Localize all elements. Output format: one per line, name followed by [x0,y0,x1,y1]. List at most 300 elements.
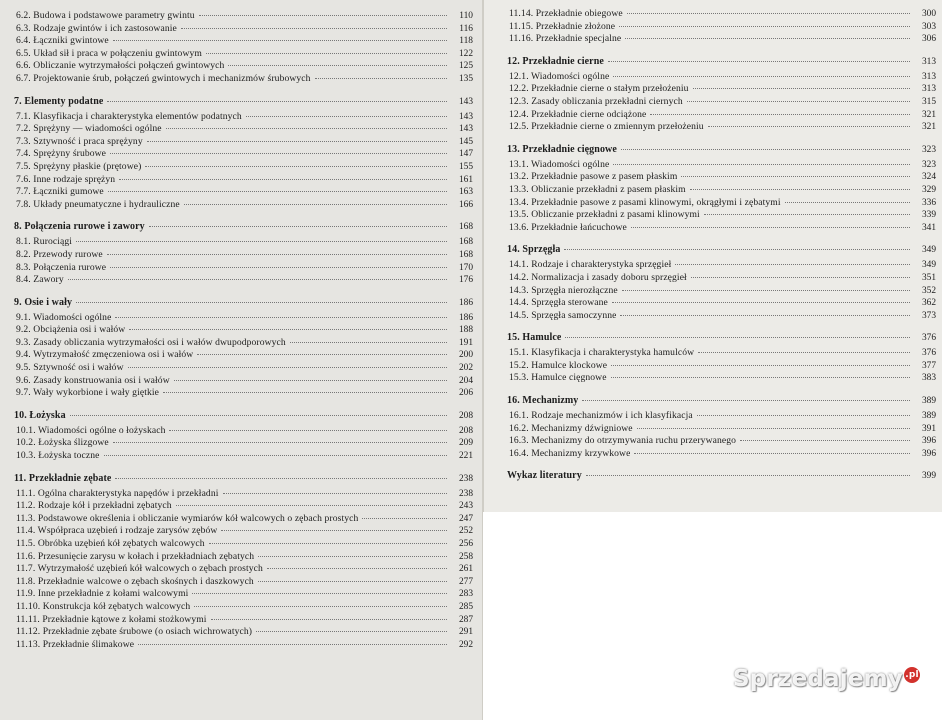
entry-number: 12.5. [509,121,529,133]
entry-title [12,626,252,639]
entry-title [505,209,700,222]
entry-title-text: Sprzęgła sterowane [531,297,608,309]
entry-title [12,425,165,438]
page-number: 287 [458,614,473,625]
entry-title [12,614,207,627]
dot-leader [256,631,447,632]
entry-number: 7.4. [16,148,31,160]
entry-title [12,10,195,23]
page-number: 186 [458,297,473,308]
dot-leader [698,352,910,353]
page-number: 243 [458,501,473,512]
entry-title [505,297,608,310]
toc-entry [12,186,473,199]
page-number: 349 [921,245,936,256]
dot-leader [611,365,910,366]
entry-title-text: Wykaz literatury [507,470,582,482]
entry-title [12,387,159,400]
page-number: 291 [458,627,473,638]
entry-number: 8.1. [16,236,31,248]
page-number: 351 [921,272,936,283]
entry-number: 7.3. [16,135,31,147]
page-number: 324 [921,172,936,183]
page-number: 143 [458,96,473,107]
entry-number: 12.1. [509,70,529,82]
entry-title-text: Przekładnie cierne odciążone [531,108,647,120]
dot-leader [693,88,910,89]
entry-title-text: Normalizacja i zasady doboru sprzęgieł [531,271,687,283]
entry-title [12,73,311,86]
dot-leader [76,302,447,303]
page-number: 125 [458,61,473,72]
toc-section [12,409,473,463]
dot-leader [223,493,448,494]
dot-leader [104,455,447,456]
entry-title-text: Obliczanie przekładni z pasem płaskim [531,183,686,195]
entry-title [12,450,100,463]
page-number: 389 [921,411,936,422]
page-number: 352 [921,285,936,296]
chapter-heading [505,394,936,408]
dot-leader [708,126,910,127]
page-number: 118 [459,36,473,47]
chapter-heading [12,409,473,423]
entry-title-text: Wytrzymałość uzębień kół walcowych o zębach prostych [37,563,263,575]
entry-number: 12.2. [509,83,529,95]
dot-leader [181,28,447,29]
chapter-heading [12,296,473,310]
entry-title [12,174,115,187]
entry-title [505,310,616,323]
toc-entry [505,297,936,310]
page-number: 277 [458,576,473,587]
entry-number: 7. [14,95,22,107]
entry-number: 11.1. [16,487,36,499]
toc-entry [12,614,473,627]
page-number: 313 [921,84,936,95]
entry-number: 15. [507,332,520,344]
page-number: 188 [458,325,473,336]
entry-title [12,601,190,614]
toc-entry [505,159,936,172]
entry-title-text: Rurociągi [33,236,73,248]
entry-title-text: Przekładnie kątowe z kołami stożkowymi [42,613,207,625]
toc-entry [505,222,936,235]
entry-title [12,148,106,161]
dot-leader [128,367,447,368]
entry-title-text: Obliczanie wytrzymałości połączeń gwintowych [33,60,225,72]
dot-leader [586,475,910,476]
entry-title-text: Przekładnie pasowe z pasami klinowymi, okrągłymi i zębatymi [531,196,781,208]
toc-entry [505,435,936,448]
dot-leader [631,227,910,228]
entry-title [505,448,630,461]
entry-title-text: Łączniki gumowe [33,186,104,198]
page-number: 376 [921,333,936,344]
dot-leader [211,619,447,620]
entry-title [12,161,141,174]
page-number: 208 [458,410,473,421]
entry-title [12,324,125,337]
page-number: 373 [921,310,936,321]
entry-number: 7.7. [16,186,31,198]
entry-number: 16.4. [509,447,529,459]
entry-title-text: Klasyfikacja i charakterystyka hamulców [531,347,695,359]
dot-leader [613,76,910,77]
dot-leader [740,440,910,441]
dot-leader [619,26,910,27]
entry-title [505,109,646,122]
dot-leader [634,453,910,454]
page-number: 362 [921,298,936,309]
entry-title-text: Przesunięcie zarysu w kołach i przekładniach zębatych [37,550,255,562]
entry-title-text: Sprzęgła nierozłączne [531,284,618,296]
toc-entry [12,639,473,652]
toc-entry [505,272,936,285]
page-number: 306 [921,34,936,45]
dot-leader [221,530,447,531]
toc-entry [12,626,473,639]
chapter-title [505,243,560,256]
entry-number: 11.5. [16,538,36,549]
page-number: 329 [921,184,936,195]
toc-entry [505,8,936,21]
dot-leader [785,202,910,203]
toc-entry [12,174,473,187]
entry-title-text: Hamulce cięgnowe [531,372,607,384]
entry-number: 9.2. [16,324,31,336]
entry-number: 11.3. [16,512,36,524]
entry-number: 6.2. [16,10,31,21]
page-number: 349 [921,260,936,271]
dot-leader [76,241,447,242]
entry-title-text: Przekładnie ślimakowe [42,638,135,650]
toc-entry [12,274,473,287]
entry-title-text: Układ sił i praca w połączeniu gwintowym [33,47,202,59]
page-number: 163 [458,187,473,198]
entry-title [12,186,104,199]
dot-leader [184,204,447,205]
toc-entry [505,259,936,272]
entry-number: 9.3. [16,336,31,348]
entry-title [12,136,143,149]
page-number: 256 [458,539,473,549]
page-number: 161 [458,174,473,185]
entry-title [505,121,704,134]
entry-number: 8. [14,221,22,233]
page-number: 209 [458,438,473,449]
entry-number: 14.4. [509,297,529,309]
dot-leader [620,315,910,316]
entry-title [505,33,621,46]
entry-title [12,525,217,538]
entry-number: 6.5. [16,47,31,59]
dot-leader [197,354,447,355]
page-number: 321 [921,122,936,133]
entry-number: 9.1. [16,311,31,323]
page-number: 285 [458,601,473,612]
dot-leader [622,290,910,291]
entry-number: 16.1. [509,410,529,422]
chapter-heading [12,95,473,109]
dot-leader [258,581,447,582]
toc-entry [12,324,473,337]
entry-title [12,123,162,136]
entry-title-text: Łożyska [29,409,66,421]
entry-title-text: Inne rodzaje sprężyn [33,173,116,185]
toc-entry [505,71,936,84]
entry-number: 13.1. [509,158,529,170]
dot-leader [110,267,447,268]
entry-title-text: Przewody rurowe [33,248,103,260]
toc-entry [505,410,936,423]
dot-leader [290,342,447,343]
chapter-title [12,472,111,485]
dot-leader [681,176,910,177]
entry-title-text: Budowa i podstawowe parametry gwintu [33,10,195,21]
page-number: 166 [458,199,473,210]
toc-entry [505,372,936,385]
dot-leader [315,78,447,79]
watermark-text: Sprzedajemy [733,666,903,692]
toc-section [12,220,473,286]
entry-title-text: Rodzaje gwintów i ich zastosowanie [33,22,177,34]
dot-leader [115,317,447,318]
entry-number: 9.7. [16,387,31,399]
dot-leader [625,38,910,39]
page-number: 176 [458,275,473,286]
page-number: 221 [458,451,473,462]
dot-leader [228,65,447,66]
chapter-heading [505,55,936,69]
entry-title-text: Mechanizmy do otrzymywania ruchu przerywanego [531,435,737,447]
entry-title-text: Wały wykorbione i wały giętkie [33,387,159,399]
toc-entry [12,387,473,400]
chapter-title [505,55,604,68]
right-page [483,0,942,512]
dot-leader [110,153,447,154]
chapter-title [505,469,582,482]
toc-entry [505,33,936,46]
entry-title-text: Klasyfikacja i charakterystyka elementów podatnych [33,110,242,122]
chapter-heading [12,472,473,486]
entry-number: 9. [14,296,22,308]
toc-entry [12,199,473,212]
entry-number: 13.3. [509,183,529,195]
page-number: 168 [458,249,473,260]
toc-section [12,296,473,400]
entry-number: 12.3. [509,95,529,107]
entry-number: 11.7. [16,563,36,575]
chapter-title [12,296,72,309]
entry-number: 11.14. [509,8,534,19]
page-number: 313 [921,56,936,67]
toc-entry [12,136,473,149]
dot-leader [113,40,447,41]
entry-number: 15.2. [509,359,529,371]
entry-title [12,337,286,350]
entry-title-text: Wiadomości ogólne [531,158,610,170]
entry-title-text: Przekładnie obiegowe [535,8,623,19]
entry-title [505,83,689,96]
entry-title-text: Zasady obliczania wytrzymałości osi i wałów dwupodporowych [33,336,286,348]
chapter-heading [12,220,473,234]
entry-title-text: Sztywność i praca sprężyny [33,135,143,147]
toc-entry [12,588,473,601]
dot-leader [107,101,447,102]
toc-entry [12,312,473,325]
dot-leader [611,377,910,378]
entry-number: 10.3. [16,450,36,462]
entry-number: 11.2. [16,500,36,512]
page-number: 321 [921,109,936,120]
page-number: 313 [921,71,936,82]
page-number: 339 [921,210,936,221]
toc-entry [505,310,936,323]
dot-leader [612,302,910,303]
entry-title-text: Łączniki gwintowe [33,35,109,47]
entry-number: 10. [14,409,27,421]
chapter-heading [505,469,936,483]
entry-number: 9.4. [16,349,31,361]
toc-entry [12,48,473,61]
toc-entry [505,448,936,461]
toc-entry [12,513,473,526]
toc-entry [12,35,473,48]
entry-title [12,249,103,262]
entry-number: 7.8. [16,198,31,210]
page-number: 122 [458,48,473,59]
entry-number: 14.1. [509,259,529,271]
dot-leader [246,116,447,117]
entry-title [505,360,607,373]
toc-entry [12,450,473,463]
entry-title-text: Mechanizmy dźwigniowe [531,422,633,434]
entry-title [12,588,188,601]
entry-title-text: Projektowanie śrub, połączeń gwintowych i mechanizmów śrubowych [33,72,311,84]
dot-leader [174,380,447,381]
page-number: 292 [458,639,473,650]
entry-title-text: Przekładnie zębate [28,472,112,484]
entry-number: 13. [507,143,520,155]
page-number: 383 [921,373,936,384]
page-number: 208 [458,425,473,436]
page-number: 143 [458,124,473,135]
page-number: 391 [921,423,936,434]
dot-leader [650,114,910,115]
entry-number: 11.13. [16,638,41,650]
page-number: 206 [458,388,473,399]
toc-section [505,55,936,134]
page-number: 202 [458,363,473,374]
toc-entry [12,437,473,450]
toc-entry [12,551,473,564]
entry-title-text: Rodzaje i charakterystyka sprzęgieł [531,259,672,271]
entry-number: 11.4. [16,525,36,537]
entry-number: 6.3. [16,22,31,34]
entry-number: 11. [14,472,27,484]
entry-title-text: Sprężyny płaskie (prętowe) [33,160,142,172]
page-number: 147 [458,149,473,160]
entry-number: 8.3. [16,261,31,273]
toc-section [12,95,473,212]
dot-leader [194,606,447,607]
page-number: 238 [458,473,473,484]
page-number: 389 [921,396,936,407]
entry-title [505,71,609,84]
entry-number: 7.6. [16,173,31,185]
entry-number: 6.6. [16,60,31,72]
dot-leader [119,179,447,180]
entry-number: 9.6. [16,374,31,386]
entry-title [12,111,242,124]
chapter-title [12,95,103,108]
entry-title-text: Układy pneumatyczne i hydrauliczne [33,198,180,210]
entry-title-text: Obróbka uzębień kół zębatych walcowych [37,538,205,549]
toc-entry [12,425,473,438]
entry-number: 10.2. [16,437,36,449]
entry-number: 16.3. [509,435,529,447]
toc-entry [12,488,473,501]
entry-title [505,8,623,21]
entry-title-text: Przekładnie pasowe z pasem płaskim [531,171,678,183]
toc-entry [505,347,936,360]
entry-title [12,488,219,501]
dot-leader [192,593,447,594]
toc-entry [505,21,936,34]
page-number: 396 [921,448,936,459]
dot-leader [149,226,447,227]
dot-leader [129,329,447,330]
dot-leader [169,430,447,431]
dot-leader [582,400,910,401]
page-number: 396 [921,436,936,447]
toc-entry [505,109,936,122]
toc-entry [12,249,473,262]
page-number: 191 [458,337,473,348]
entry-number: 7.1. [16,110,31,122]
dot-leader [68,279,447,280]
page-number: 155 [458,161,473,172]
entry-number: 14. [507,244,520,256]
chapter-title [12,220,145,233]
entry-title [505,222,627,235]
entry-title [505,272,687,285]
entry-title-text: Łożyska ślizgowe [38,437,109,449]
toc-entry [12,161,473,174]
page-number: 204 [458,375,473,386]
page-number: 145 [458,136,473,147]
entry-title [12,35,109,48]
dot-leader [258,556,447,557]
entry-title [12,199,180,212]
entry-title [12,538,205,551]
dot-leader [627,13,910,14]
entry-title-text: Inne przekładnie z kołami walcowymi [37,588,189,600]
toc-entry [505,360,936,373]
entry-title-text: Połączenia rurowe [33,261,107,273]
dot-leader [637,428,910,429]
toc-section [12,472,473,652]
entry-title-text: Mechanizmy [522,395,579,407]
chapter-title [505,394,578,407]
entry-title-text: Wiadomości ogólne o łożyskach [38,424,166,436]
page-number: 135 [458,73,473,84]
entry-number: 11.15. [509,20,534,32]
entry-title [505,423,633,436]
entry-number: 6.7. [16,72,31,84]
dot-leader [690,189,910,190]
